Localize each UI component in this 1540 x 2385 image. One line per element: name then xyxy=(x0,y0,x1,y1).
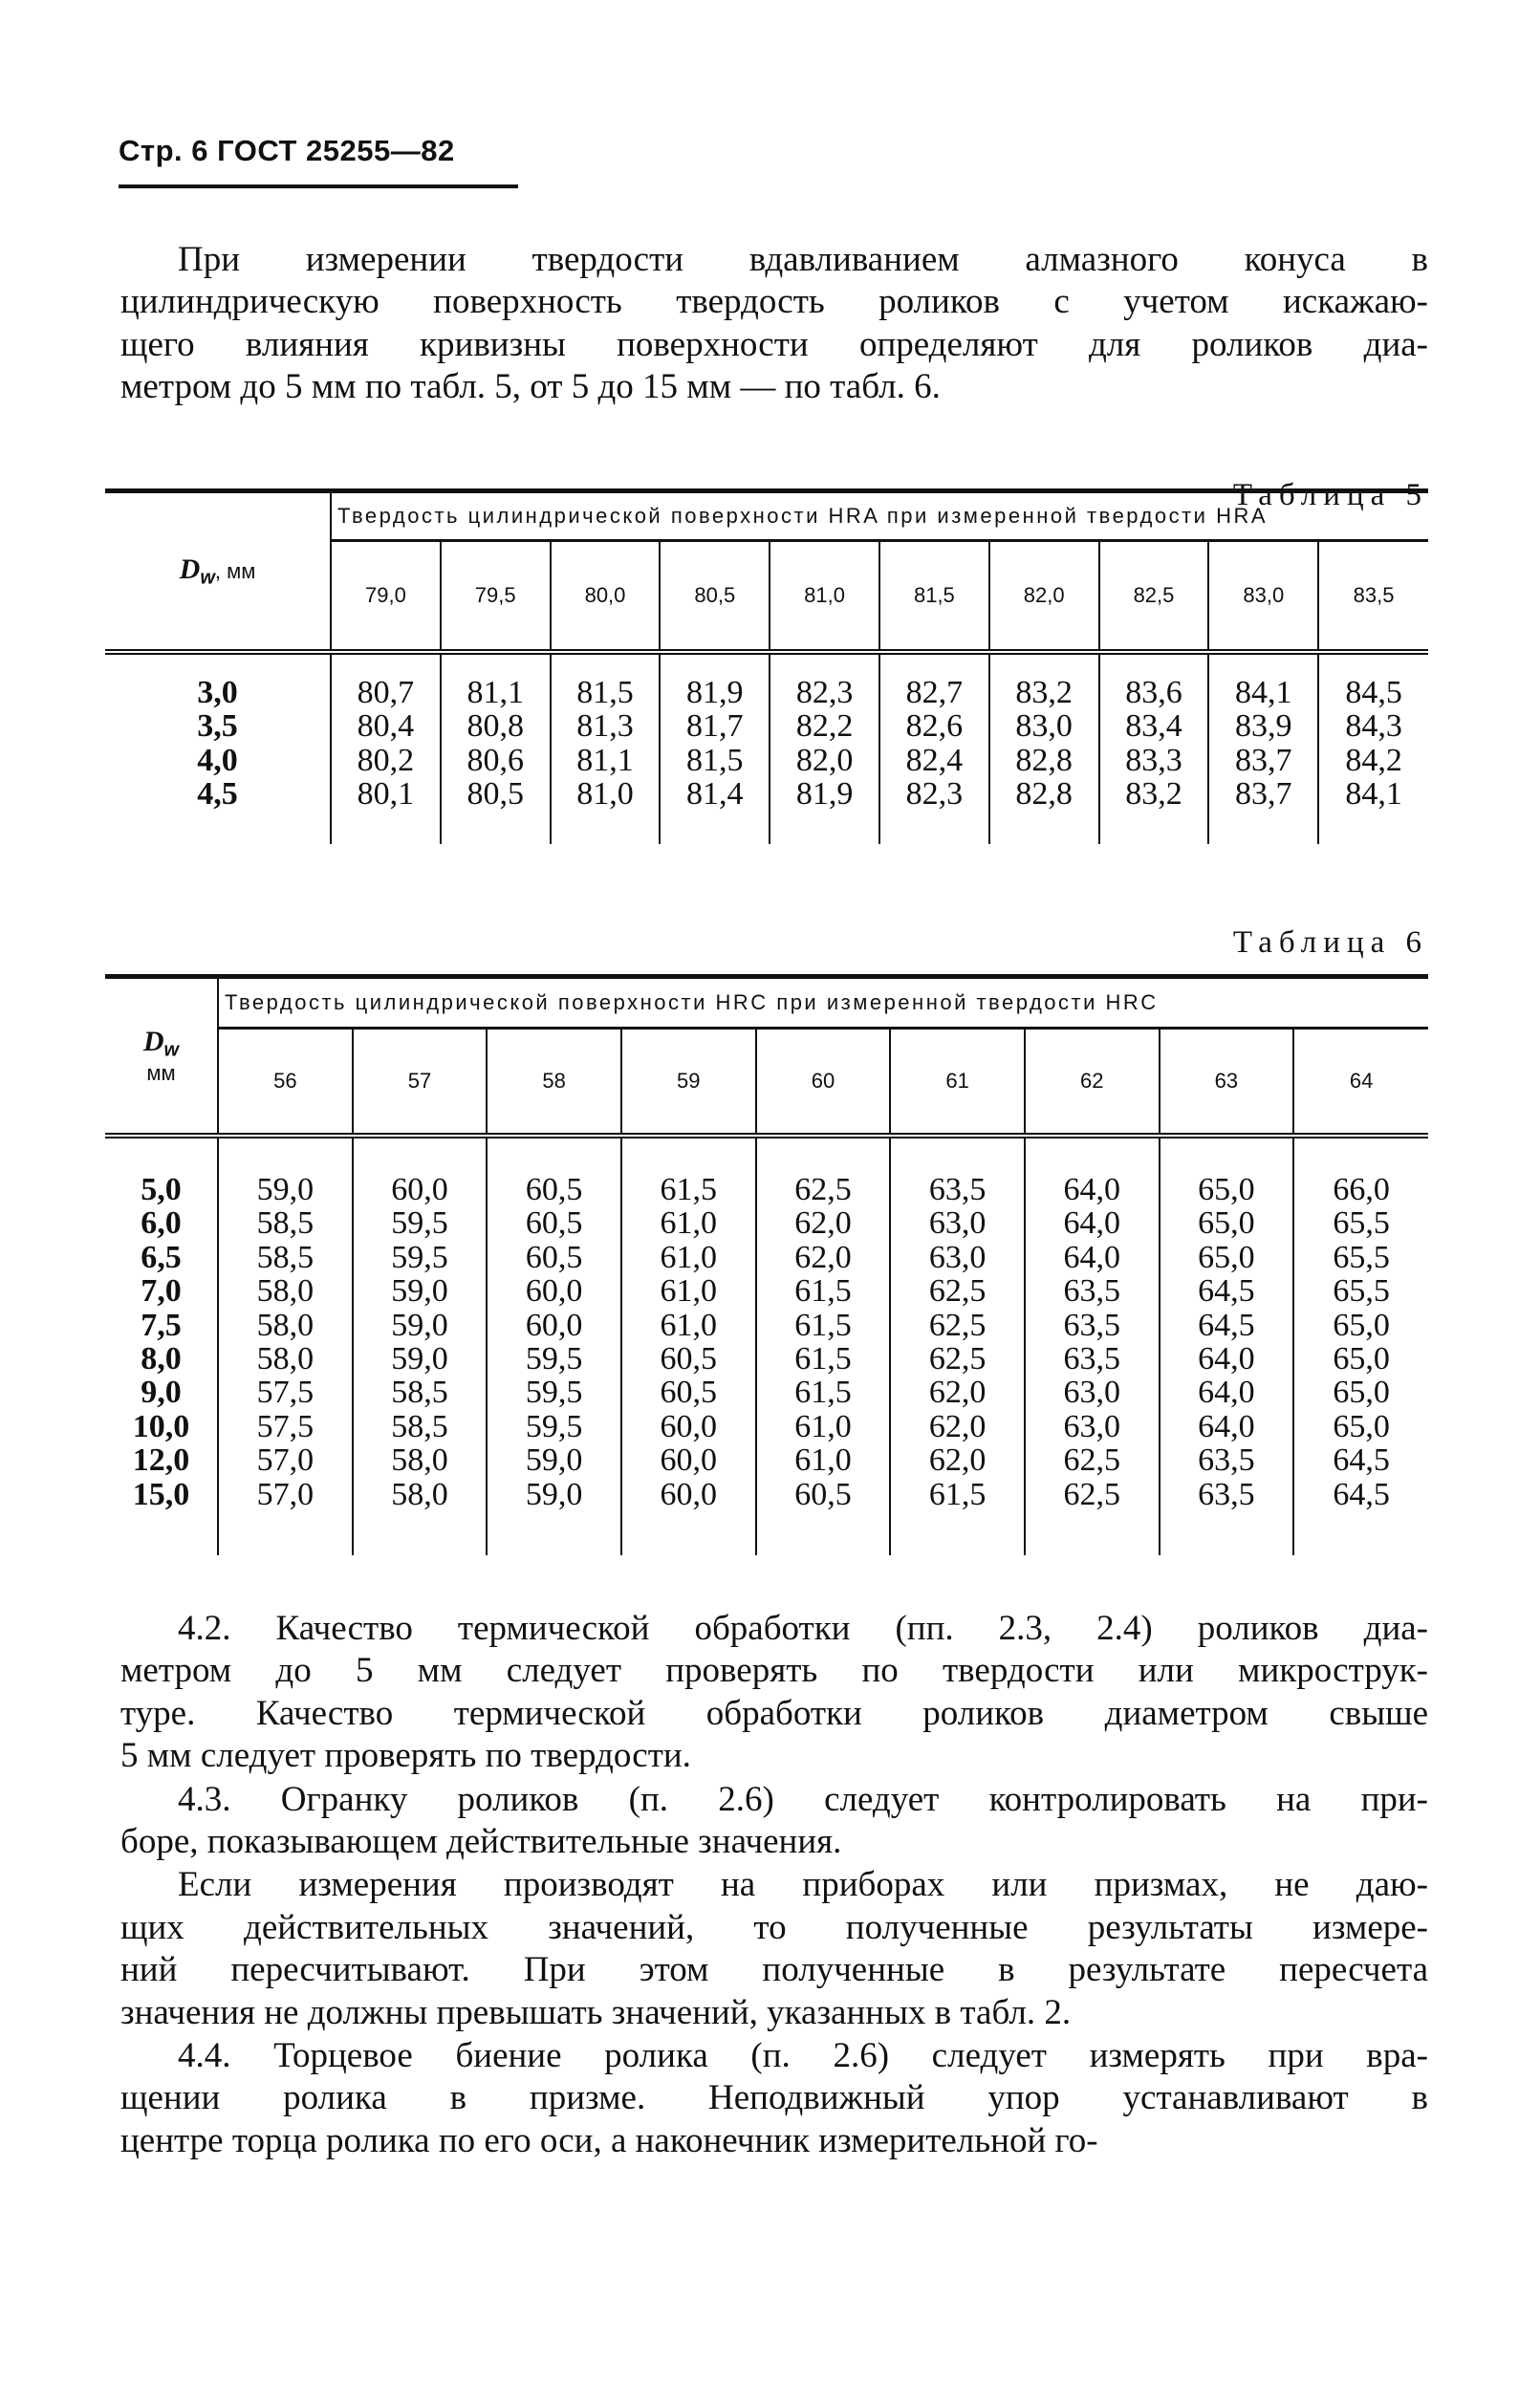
dw-subscript: w xyxy=(200,567,215,589)
table-cell: 62,5 xyxy=(890,1274,1025,1308)
text-line: щих действительных значений, то полученные результаты измере- xyxy=(120,1907,1428,1947)
table-cell: 84,3 xyxy=(1318,709,1428,743)
table-cell: 59,5 xyxy=(353,1241,488,1274)
column-header: 63 xyxy=(1160,1029,1294,1137)
table-cell: 61,0 xyxy=(621,1309,756,1342)
table-cell: 65,0 xyxy=(1160,1206,1294,1240)
table-cell: 60,0 xyxy=(487,1309,621,1342)
table-cell: 83,9 xyxy=(1208,709,1318,743)
table-cell: 58,5 xyxy=(218,1206,353,1240)
dw-symbol: D xyxy=(179,553,201,585)
row-diameter: 4,0 xyxy=(197,742,238,778)
table-cell: 64,0 xyxy=(1025,1241,1160,1274)
table-cell: 64,0 xyxy=(1160,1342,1294,1376)
table-cell: 61,5 xyxy=(621,1136,756,1206)
table-cell: 60,5 xyxy=(487,1241,621,1274)
text-line: 4.2. Качество термической обработки (пп. 2.3, 2.4) роликов диа- xyxy=(178,1609,1428,1648)
column-header: 57 xyxy=(353,1029,488,1137)
table-cell: 60,5 xyxy=(487,1136,621,1206)
table-cell: 65,5 xyxy=(1293,1274,1428,1308)
text-line: боре, показывающем действительные значения. xyxy=(120,1822,842,1862)
column-header: 83,5 xyxy=(1318,541,1428,653)
column-header-row xyxy=(105,1029,1428,1137)
table-cell: 59,0 xyxy=(487,1478,621,1555)
table-cell: 65,0 xyxy=(1293,1410,1428,1443)
table-row xyxy=(105,1376,1428,1409)
table-cell: 83,4 xyxy=(1099,709,1209,743)
table-cell: 83,7 xyxy=(1208,777,1318,843)
table-cell: 60,5 xyxy=(621,1376,756,1409)
table-cell: 82,4 xyxy=(879,744,989,777)
dw-subscript: w xyxy=(163,1039,180,1061)
row-diameter: 3,0 xyxy=(197,675,238,710)
table-cell: 62,5 xyxy=(1025,1443,1160,1477)
table-cell: 81,1 xyxy=(551,744,661,777)
table-cell: 81,4 xyxy=(660,777,770,843)
row-diameter: 4,5 xyxy=(197,776,238,813)
table-cell: 65,0 xyxy=(1160,1136,1294,1206)
text-line: значения не должны превышать значений, указанных в табл. 2. xyxy=(120,1992,1072,2032)
table-cell: 81,5 xyxy=(551,652,661,709)
column-header: 61 xyxy=(890,1029,1025,1137)
table-cell: 82,8 xyxy=(989,777,1099,843)
row-diameter: 6,5 xyxy=(141,1239,182,1275)
table-cell: 63,5 xyxy=(1025,1342,1160,1376)
header-row xyxy=(105,491,1428,541)
table-cell: 58,0 xyxy=(353,1443,488,1477)
text-line: ний пересчитывают. При этом полученные в результате пересчета xyxy=(120,1950,1428,1990)
table-cell: 81,1 xyxy=(441,652,551,709)
table-cell: 82,7 xyxy=(879,652,989,709)
table-cell: 63,0 xyxy=(1025,1376,1160,1409)
table-cell: 58,0 xyxy=(218,1342,353,1376)
table-cell: 62,5 xyxy=(890,1342,1025,1376)
row-diameter: 7,5 xyxy=(141,1307,182,1343)
table-cell: 82,8 xyxy=(989,744,1099,777)
row-diameter: 6,0 xyxy=(141,1205,182,1242)
table-cell: 81,3 xyxy=(551,709,661,743)
table-cell: 58,5 xyxy=(218,1241,353,1274)
table-cell: 82,6 xyxy=(879,709,989,743)
table-cell: 61,0 xyxy=(756,1443,891,1477)
table-cell: 83,2 xyxy=(989,652,1099,709)
table-cell: 61,0 xyxy=(621,1274,756,1308)
paragraph xyxy=(120,2035,1428,2162)
table-cell: 58,0 xyxy=(218,1274,353,1308)
column-header: 58 xyxy=(487,1029,621,1137)
body-text xyxy=(120,1608,1428,2163)
table-cell: 62,5 xyxy=(756,1136,891,1206)
table-cell: 63,5 xyxy=(890,1136,1025,1206)
table-cell: 63,5 xyxy=(1160,1478,1294,1555)
table-cell: 59,0 xyxy=(218,1136,353,1206)
table-cell: 80,4 xyxy=(331,709,441,743)
table-cell: 81,0 xyxy=(551,777,661,843)
table-cell: 84,5 xyxy=(1318,652,1428,709)
table-cell: 57,0 xyxy=(218,1443,353,1477)
table-cell: 63,5 xyxy=(1025,1274,1160,1308)
text-line: 4.4. Торцевое биение ролика (п. 2.6) следует измерять при вра- xyxy=(178,2036,1428,2076)
table-cell: 80,1 xyxy=(331,777,441,843)
table-cell: 80,8 xyxy=(441,709,551,743)
table-cell: 62,0 xyxy=(890,1376,1025,1409)
table-row xyxy=(105,1342,1428,1376)
table-row xyxy=(105,709,1428,743)
table-cell: 60,0 xyxy=(353,1136,488,1206)
table-cell: 58,5 xyxy=(353,1376,488,1409)
table-cell: 59,0 xyxy=(353,1309,488,1342)
table-cell: 64,5 xyxy=(1160,1274,1294,1308)
column-header: 59 xyxy=(621,1029,756,1137)
text-line: метром до 5 мм следует проверять по твердости или микрострук- xyxy=(120,1651,1428,1691)
table-cell: 61,0 xyxy=(621,1206,756,1240)
column-header: 80,0 xyxy=(551,541,661,653)
table-cell: 66,0 xyxy=(1293,1136,1428,1206)
intro-paragraph xyxy=(120,239,1428,409)
table-cell: 63,5 xyxy=(1160,1443,1294,1477)
header-rule xyxy=(119,184,518,188)
table-cell: 80,6 xyxy=(441,744,551,777)
table-cell: 84,1 xyxy=(1208,652,1318,709)
table-row xyxy=(105,1443,1428,1477)
table-cell: 65,5 xyxy=(1293,1241,1428,1274)
table6 xyxy=(105,974,1428,1555)
dw-header xyxy=(105,491,331,653)
dw-unit: мм xyxy=(146,1061,176,1086)
table5-caption: Таблица 5 xyxy=(1232,478,1428,512)
table-cell: 58,0 xyxy=(353,1478,488,1555)
row-diameter: 8,0 xyxy=(141,1341,182,1377)
table-cell: 60,5 xyxy=(487,1206,621,1240)
table-cell: 80,2 xyxy=(331,744,441,777)
column-header: 56 xyxy=(218,1029,353,1137)
table-cell: 84,1 xyxy=(1318,777,1428,843)
text-line: центре торца ролика по его оси, а наконечник измерительной го- xyxy=(120,2120,1098,2160)
table-cell: 83,7 xyxy=(1208,744,1318,777)
table-cell: 61,5 xyxy=(756,1274,891,1308)
table-cell: 60,5 xyxy=(756,1478,891,1555)
column-header: 81,5 xyxy=(879,541,989,653)
table-row xyxy=(105,1274,1428,1308)
table-cell: 60,0 xyxy=(621,1443,756,1477)
table-row xyxy=(105,777,1428,843)
text-line: щении ролика в призме. Неподвижный упор устанавливают в xyxy=(120,2078,1428,2118)
table-cell: 65,0 xyxy=(1160,1241,1294,1274)
table-cell: 62,5 xyxy=(1025,1478,1160,1555)
header-row xyxy=(105,977,1428,1029)
table-cell: 64,0 xyxy=(1160,1410,1294,1443)
table-row xyxy=(105,1136,1428,1206)
page-header: Стр. 6 ГОСТ 25255—82 xyxy=(119,134,455,167)
span-header: Твердость цилиндрической поверхности HRA при измеренной твердости HRA xyxy=(331,491,1428,541)
text-line: Если измерения производят на приборах или призмах, не даю- xyxy=(178,1865,1428,1905)
dw-symbol: D xyxy=(142,1025,164,1057)
table-cell: 58,0 xyxy=(218,1309,353,1342)
table-row xyxy=(105,744,1428,777)
table-cell: 60,5 xyxy=(621,1342,756,1376)
table-cell: 80,5 xyxy=(441,777,551,843)
table-cell: 62,0 xyxy=(756,1241,891,1274)
table-cell: 60,0 xyxy=(487,1274,621,1308)
table-cell: 63,0 xyxy=(1025,1410,1160,1443)
table-cell: 57,5 xyxy=(218,1410,353,1443)
table-cell: 64,5 xyxy=(1160,1309,1294,1342)
table-cell: 83,2 xyxy=(1099,777,1209,843)
table-cell: 63,5 xyxy=(1025,1309,1160,1342)
paragraph xyxy=(120,1864,1428,2034)
table-cell: 63,0 xyxy=(890,1206,1025,1240)
table-cell: 57,0 xyxy=(218,1478,353,1555)
table-cell: 82,2 xyxy=(770,709,879,743)
text-line: метром до 5 мм по табл. 5, от 5 до 15 мм — по табл. 6. xyxy=(120,367,941,407)
column-header: 64 xyxy=(1293,1029,1428,1137)
text-line: 5 мм следует проверять по твердости. xyxy=(120,1736,691,1776)
row-diameter: 12,0 xyxy=(132,1442,190,1479)
table-cell: 59,5 xyxy=(353,1206,488,1240)
row-diameter: 3,5 xyxy=(197,708,238,745)
text-line: При измерении твердости вдавливанием алмазного конуса в xyxy=(178,240,1428,279)
table-cell: 81,5 xyxy=(660,744,770,777)
table-cell: 62,0 xyxy=(890,1443,1025,1477)
dw-unit: , мм xyxy=(214,558,256,583)
column-header: 60 xyxy=(756,1029,891,1137)
table-cell: 59,5 xyxy=(487,1376,621,1409)
table-cell: 82,3 xyxy=(770,652,879,709)
column-header: 82,0 xyxy=(989,541,1099,653)
column-header: 79,0 xyxy=(331,541,441,653)
table-cell: 64,0 xyxy=(1025,1136,1160,1206)
table-cell: 61,0 xyxy=(621,1241,756,1274)
table-cell: 84,2 xyxy=(1318,744,1428,777)
table-row xyxy=(105,1206,1428,1240)
table-cell: 59,0 xyxy=(487,1443,621,1477)
column-header: 79,5 xyxy=(441,541,551,653)
table-cell: 80,7 xyxy=(331,652,441,709)
table-cell: 64,5 xyxy=(1293,1443,1428,1477)
table-cell: 64,5 xyxy=(1293,1478,1428,1555)
table-row xyxy=(105,1478,1428,1555)
table-cell: 65,5 xyxy=(1293,1206,1428,1240)
row-diameter: 9,0 xyxy=(141,1375,182,1411)
table-cell: 64,0 xyxy=(1160,1376,1294,1409)
table-cell: 62,5 xyxy=(890,1309,1025,1342)
table-cell: 59,5 xyxy=(487,1342,621,1376)
table-cell: 82,3 xyxy=(879,777,989,843)
table-cell: 58,5 xyxy=(353,1410,488,1443)
text-line: цилиндрическую поверхность твердость роликов с учетом искажаю- xyxy=(120,282,1428,322)
table-cell: 61,5 xyxy=(756,1342,891,1376)
paragraph xyxy=(120,1779,1428,1864)
table-cell: 59,0 xyxy=(353,1342,488,1376)
table-cell: 57,5 xyxy=(218,1376,353,1409)
table-cell: 62,0 xyxy=(756,1206,891,1240)
table-cell: 61,5 xyxy=(756,1309,891,1342)
span-header: Твердость цилиндрической поверхности HRC при измеренной твердости HRC xyxy=(218,977,1428,1029)
table-row xyxy=(105,1410,1428,1443)
table-cell: 81,9 xyxy=(660,652,770,709)
table-cell: 60,0 xyxy=(621,1478,756,1555)
table-row xyxy=(105,1241,1428,1274)
table-cell: 63,0 xyxy=(890,1241,1025,1274)
table-cell: 59,5 xyxy=(487,1410,621,1443)
paragraph xyxy=(120,1608,1428,1778)
table-cell: 81,7 xyxy=(660,709,770,743)
column-header: 82,5 xyxy=(1099,541,1209,653)
table-cell: 65,0 xyxy=(1293,1376,1428,1409)
column-header: 80,5 xyxy=(660,541,770,653)
table-cell: 65,0 xyxy=(1293,1342,1428,1376)
table-cell: 81,9 xyxy=(770,777,879,843)
column-header: 83,0 xyxy=(1208,541,1318,653)
text-line: щего влияния кривизны поверхности определяют для роликов диа- xyxy=(120,324,1428,364)
table-cell: 83,6 xyxy=(1099,652,1209,709)
text-line: 4.3. Огранку роликов (п. 2.6) следует контролировать на при- xyxy=(178,1779,1428,1819)
table-cell: 61,5 xyxy=(890,1478,1025,1555)
table5 xyxy=(105,488,1428,844)
row-diameter: 10,0 xyxy=(132,1408,190,1444)
table-cell: 62,0 xyxy=(890,1410,1025,1443)
row-diameter: 7,0 xyxy=(141,1273,182,1310)
table-cell: 64,0 xyxy=(1025,1206,1160,1240)
column-header: 81,0 xyxy=(770,541,879,653)
table-cell: 61,0 xyxy=(756,1410,891,1443)
table-row xyxy=(105,1309,1428,1342)
table-cell: 83,3 xyxy=(1099,744,1209,777)
table6-caption: Таблица 6 xyxy=(1232,925,1428,960)
table-cell: 59,0 xyxy=(353,1274,488,1308)
table-cell: 65,0 xyxy=(1293,1309,1428,1342)
dw-header xyxy=(105,977,218,1137)
table-cell: 82,0 xyxy=(770,744,879,777)
column-header: 62 xyxy=(1025,1029,1160,1137)
text-line: туре. Качество термической обработки роликов диаметром свыше xyxy=(120,1693,1428,1733)
table-cell: 61,5 xyxy=(756,1376,891,1409)
row-diameter: 5,0 xyxy=(141,1172,182,1207)
table-cell: 60,0 xyxy=(621,1410,756,1443)
row-diameter: 15,0 xyxy=(132,1476,190,1512)
table-row xyxy=(105,652,1428,709)
table-cell: 83,0 xyxy=(989,709,1099,743)
